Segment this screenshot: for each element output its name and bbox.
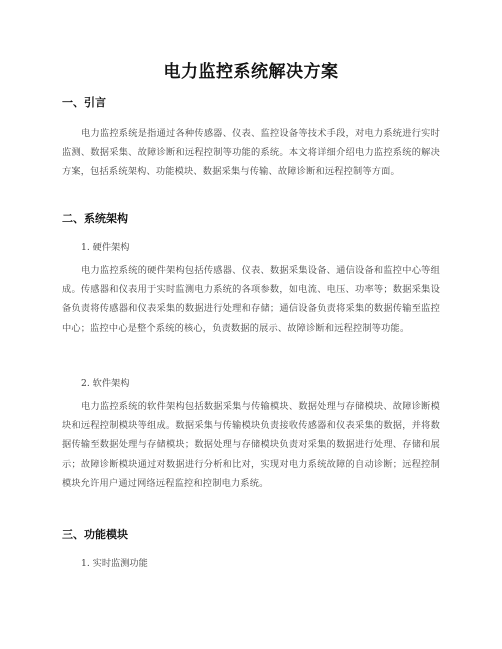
section-heading-introduction: 一、引言 bbox=[62, 96, 106, 109]
subheading-realtime-monitoring: 1. 实时监测功能 bbox=[81, 558, 148, 569]
hardware-architecture-paragraph: 电力监控系统的硬件架构包括传感器、仪表、数据采集设备、通信设备和监控中心等组成。传感器和仪表用于实时监测电力系统的各项参数，如电流、电压、功率等；数据采集设备负责将传感器和仪表采集的数据进行处理和存储；通信设备负责将采集的数据传输至监控中心；监控中心是整个系统的核心，负责数据的展示、故障诊断和远程控制等功能。 bbox=[62, 265, 440, 334]
subheading-software-architecture: 2. 软件架构 bbox=[81, 378, 130, 389]
software-architecture-paragraph: 电力监控系统的软件架构包括数据采集与传输模块、数据处理与存储模块、故障诊断模块和远程控制模块等组成。数据采集与传输模块负责接收传感器和仪表采集的数据，并将数据传输至数据处理与存储模块；数据处理与存储模块负责对采集的数据进行处理、存储和展示；故障诊断模块通过对数据进行分析和比对，实现对电力系统故障的自动诊断；远程控制模块允许用户通过网络远程监控和控制电力系统。 bbox=[62, 401, 440, 489]
section-heading-system-architecture: 二、系统架构 bbox=[62, 212, 128, 225]
document-title: 电力监控系统解决方案 bbox=[163, 62, 339, 82]
subheading-hardware-architecture: 1. 硬件架构 bbox=[81, 242, 130, 253]
section-heading-function-modules: 三、功能模块 bbox=[62, 528, 128, 541]
introduction-paragraph: 电力监控系统是指通过各种传感器、仪表、监控设备等技术手段，对电力系统进行实时监测、数据采集、故障诊断和远程控制等功能的系统。本文将详细介绍电力监控系统的解决方案，包括系统架构、功能模块、数据采集与传输、故障诊断和远程控制等方面。 bbox=[62, 128, 440, 178]
